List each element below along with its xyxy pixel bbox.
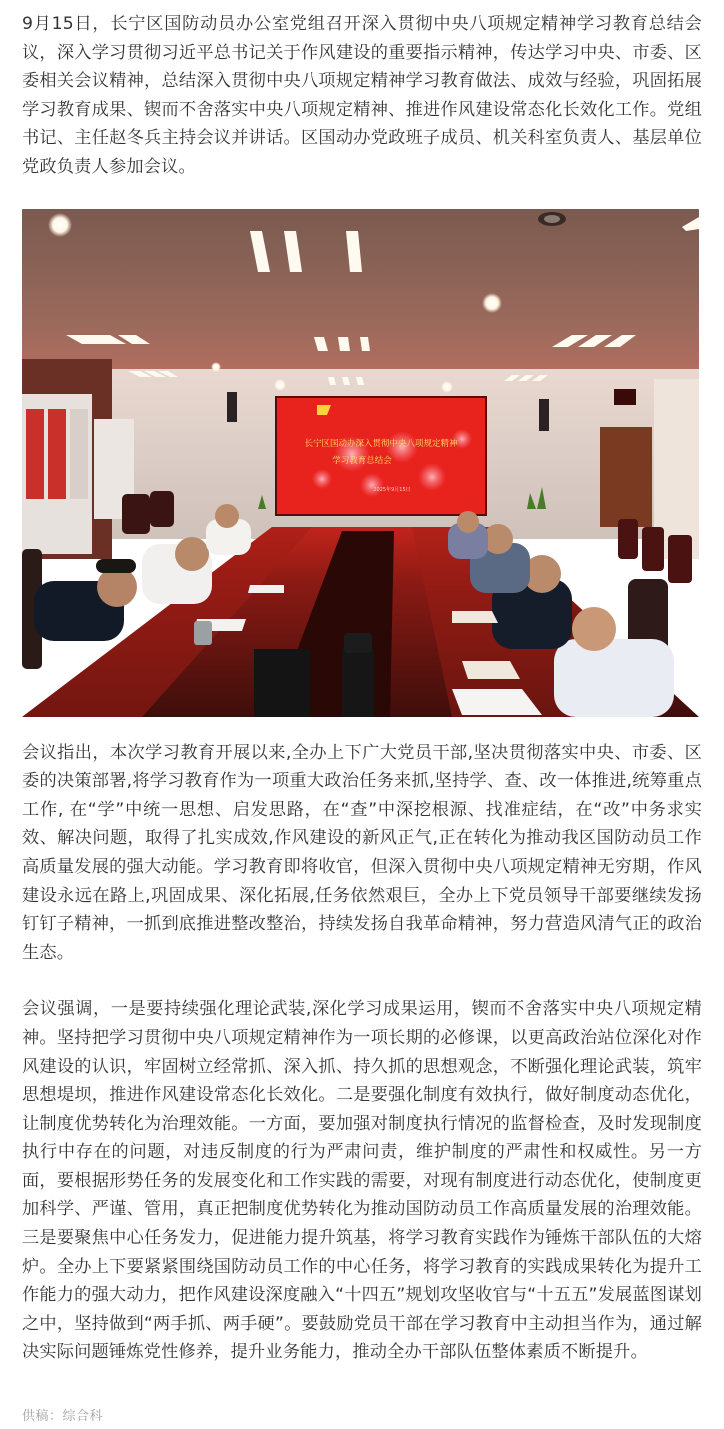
screen-title-line2: 学习教育总结会 — [332, 455, 392, 466]
meeting-photo-illustration — [22, 209, 699, 717]
emphasis-paragraph: 会议强调，一是要持续强化理论武装,深化学习成果运用，锲而不舍落实中央八项规定精神。坚持把学习贯彻中央八项规定精神作为一项长期的必修课，以更高政治站位深化对作风建设的认识，牢固树立经常抓、深入抓、持久抓的思想观念，不断强化理论武装，筑牢思想堤坝，推进作风建设常态化长效化。二是要强化制度有效执行，做好制度动态优化，让制度优势转化为治理效能。一方面，要加强对制度执行情况的监督检查，及时发现制度执行中存在的问题，对违反制度的行为严肃问责，维护制度的严肃性和权威性。另一方面，要根据形势任务的发展变化和工作实践的需要，对现有制度进行动态优化，使制度更加科学、严谨、管用，真正把制度优势转化为推动国防动员工作高质量发展的治理效能。三是要聚焦中心任务发力，促进能力提升筑基，将学习教育实践作为锤炼干部队伍的大熔炉。全办上下要紧紧围绕国防动员工作的中心任务，将学习教育的实践成果转化为提升工作能力的强大动力，把作风建设深度融入“十四五”规划攻坚收官与“十五五”发展蓝图谋划之中，坚持做到“两手抓、两手硬”。要鼓励党员干部在学习教育中主动担当作为，通过解决实际问题锤炼党性修养，提升业务能力，推动全办干部队伍整体素质不断提升。 — [22, 999, 702, 1363]
intro-paragraph: 9月15日，长宁区国防动员办公室党组召开深入贯彻中央八项规定精神学习教育总结会议，深入学习贯彻习近平总书记关于作风建设的重要指示精神，传达学习中央、市委、区委相关会议精神，总结深入贯彻中央八项规定精神学习教育做法、成效与经验，巩固拓展学习教育成果、锲而不舍落实中央八项规定精神、推进作风建设常态化长效化工作。党组书记、主任赵冬兵主持会议并讲话。区国动办党政班子成员、机关科室负责人、基层单位党政负责人参加会议。 — [22, 14, 702, 177]
person-left-2 — [142, 537, 212, 604]
contributor-credit: 供稿：综合科 — [22, 1409, 104, 1425]
screen-title-line1: 长宁区国动办深入贯彻中央八项规定精神 — [304, 438, 458, 449]
screen-date: 2025年9月15日 — [373, 486, 411, 493]
person-left-1 — [34, 559, 137, 641]
meeting-photo — [22, 209, 699, 717]
summary-paragraph: 会议指出，本次学习教育开展以来,全办上下广大党员干部,坚决贯彻落实中央、市委、区委的决策部署,将学习教育作为一项重大政治任务来抓,坚持学、查、改一体推进,统筹重点工作, 在“学”中统一思想、启发思路，在“查”中深挖根源、找准症结，在“改”中务求实效、解决问题，取得了扎实成效,作风建设的新风正气,正在转化为推动我区国防动员工作高质量发展的强大动能。学习教育即将收官，但深入贯彻中央八项规定精神无穷期，作风建设永远在路上,巩固成果、深化拓展,任务依然艰巨，全办上下党员领导干部要继续发扬钉钉子精神，一抓到底推进整改整治，持续发扬自我革命精神，努力营造风清气正的政治生态。 — [22, 742, 702, 963]
